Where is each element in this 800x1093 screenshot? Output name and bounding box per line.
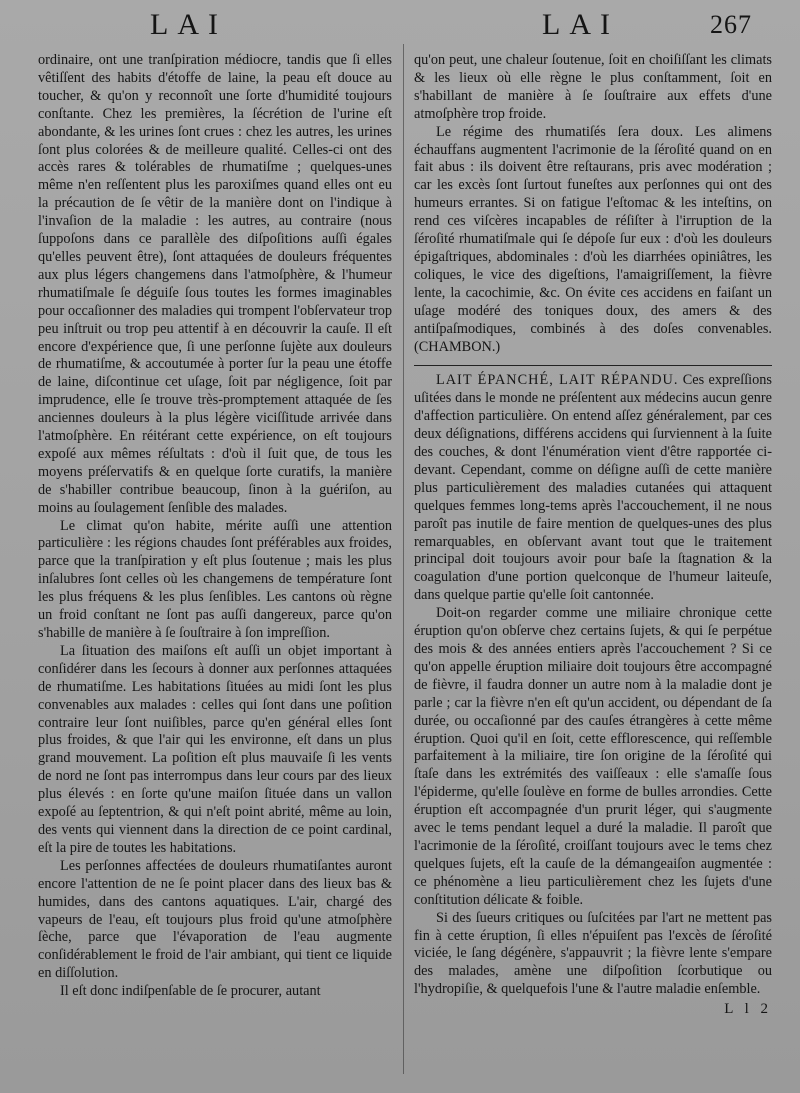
entry-title: LAIT ÉPANCHÉ, LAIT RÉPANDU. (436, 372, 679, 389)
running-head (0, 8, 800, 48)
running-head-right: LAI (542, 8, 619, 41)
paragraph: Le régime des rhumatiſés ſera doux. Les alimens échauffans augmentent l'acrimonie de la ſéroſité quand on en fait abus : ils doivent être reſtaurans, pris avec modération ; car les excès ſont ſurtout funeſtes aux perſonnes qui ont des humeurs errantes. Si on fatigue l'eſtomac & les inteſtins, on rend ces viſcères incapables de réſiſter à l'irruption de la ſéroſité rhumatiſmale qui ſe dépoſe ſur eux : d'où les douleurs épigaſtriques, abdominales : d'où les diarrhées opiniâtres, les coliques, le vice des digeſtions, l'amaigriſſement, la fièvre lente, la cacochimie, &c. On évite ces accidens en faiſant un uſage modéré des toniques doux, des amers & des antiſpaſmodiques, combinés à des doſes convenables. (CHAMBON.) (414, 123, 772, 355)
paragraph: Les perſonnes affectées de douleurs rhumatiſantes auront encore l'attention de ne ſe point placer dans des lieux bas & humides, dans des cantons aquatiques. L'air, chargé des vapeurs de l'eau, eſt toujours plus froid qu'une atmoſphère ſèche, parce que l'évaporation de l'eau augmente conſidérablement le froid de l'air ambiant, qui tient ce liquide en diſſolution. (38, 857, 392, 982)
section-rule (414, 365, 772, 366)
signature-mark: L l 2 (724, 1001, 772, 1018)
running-head-left: LAI (150, 8, 227, 41)
paragraph: Si des ſueurs critiques ou ſuſcitées par l'art ne mettent pas fin à cette éruption, ſi elles n'épuiſent pas l'excès de ſéroſité viciée, le ſang dégénère, s'appauvrit ; la fièvre lente s'empare des malades, amène une diſpoſition ſcorbutique ou l'hydropiſie, & quelquefois l'une & l'autre maladie enſemble. (414, 909, 772, 998)
entry-paragraph (414, 372, 772, 605)
column-divider (403, 44, 404, 1074)
paragraph: ordinaire, ont une tranſpiration médiocre, tandis que ſi elles vêtiſſent des habits d'étoffe de laine, la peau eſt douce au toucher, & qu'on y reconnoît une ſorte d'humidité toujours conſtante. Chez les premières, la ſécrétion de l'urine eſt abondante, & les urines ſont crues : chez les autres, les urines ſont plus colorées & de meilleure qualité. Celles-ci ont des accès rares & tolérables de rhumatiſme ; quelques-unes même n'en reſſentent plus les paroxiſmes quand elles ont eu la précaution de ſe vêtir de la manière dont on l'indique à l'invaſion de la maladie : les autres, au contraire (nous ſuppoſons dans ce parallèle des diſpoſitions auſſi égales qu'elles peuvent être), ſont attaquées de douleurs fréquentes aux plus légers changemens dans l'atmoſphère, & l'humeur rhumatiſmale ſe déguiſe ſous toutes les formes imaginables pour occaſionner des maladies qui trompent l'obſervateur trop peu inſtruit ou trop peu attentif à en découvrir la cauſe. Il eſt encore d'expérience que, ſi une perſonne ſujète aux douleurs de rhumatiſme, & accoutumée à porter ſur la peau une étoffe de laine, diſcontinue cet uſage, ſoit par négligence, ſoit par imprudence, elle ſe trouve très-promptement attaquée de ſes anciennes douleurs à la plus légère viciſſitude arrivée dans l'atmoſphère. En réitérant cette expérience, on eſt toujours expoſé aux mêmes réſultats : d'où il ſuit que, de tous les moyens préſervatifs & en quelque ſorte curatifs, la manière de s'habiller contribue beaucoup, ſinon à la guériſon, au moins au ſoulagement ſenſible des malades. (38, 52, 392, 516)
paragraph: Doit-on regarder comme une miliaire chronique cette éruption qu'on obſerve chez certains ſujets, & qui ſe perpétue des mois & des années entiers après l'accouchement ? Si ce qu'on appelle éruption miliaire doit toujours être accompagné de fièvre, il faudra donner un autre nom à la maladie dont je parle ; car la fièvre n'en eſt qu'un accident, ou dépendant de ſa durée, ou occaſionné par des cauſes étrangères à cette même éruption. Quoi qu'il en ſoit, cette efflorescence, qui reſſemble parfaitement à la miliaire, tire ſon origine de la ſéroſité qui ſtaſe dans les extrémités des vaiſſeaux : elle s'amaſſe ſous l'épiderme, qu'elle ſoulève en forme de bulles arrondies. Cette éruption eſt accompagnée d'un prurit léger, qui s'augmente avec le tems pendant lequel a duré la maladie. Il paroît que l'acrimonie de la ſéroſité, croiſſant toujours avec le tems chez quelques ſujets, eſt la cauſe de la démangeaiſon augmentée : ce phénomène a lieu particulièrement chez les ſujets d'une conſtitution délicate & foible. (414, 605, 772, 908)
left-column (38, 52, 392, 1001)
right-column (414, 52, 772, 1019)
paragraph: Le climat qu'on habite, mérite auſſi une attention particulière : les régions chaudes ſont préférables aux froides, parce que la tranſpiration y eſt plus ſoutenue ; mais les plus inſalubres ſont celles où les changemens de température ſont les plus fréquens & les plus ſenſibles. Les cantons où règne un froid conſtant ne ſont pas auſſi dangereux, parce qu'on s'habille de manière à ſe ſouſtraire à ſon impreſſion. (38, 517, 392, 641)
page-number: 267 (710, 10, 752, 39)
entry-text: Ces expreſſions uſitées dans le monde ne préſentent aux médecins aucun genre d'affection particulière. On entend aſſez généralement, par ces deux déſignations, différens accidens qui ſurviennent à la ſuite des couches, & dont l'énumération vient d'être rapportée ci-devant. Cependant, comme on déſigne auſſi de cette manière plus particulièrement des maladies cutanées qui attaquent quelques femmes long-tems après l'accouchement, il ne nous paroît pas inutile de faire mention de quelques-unes des plus remarquables, en obſervant avant tout que le traitement principal doit toujours avoir pour baſe la ſtagnation & la coagulation d'une portion quelconque de l'humeur laiteuſe, dans quelque partie qu'elle ſoit cantonnée. (414, 372, 772, 604)
paragraph: qu'on peut, une chaleur ſoutenue, ſoit en choiſiſſant les climats & les lieux où elle règne le plus conſtamment, ſoit en s'habillant de manière à ſe ſouſtraire aux effets d'une atmoſphère trop froide. (414, 52, 772, 122)
paragraph: Il eſt donc indiſpenſable de ſe procurer, autant (60, 983, 321, 1000)
paragraph: La ſituation des maiſons eſt auſſi un objet important à conſidérer dans les ſecours à donner aux perſonnes attaquées de rhumatiſme. Les habitations ſituées au midi ſont les plus convenables aux malades : celles qui ſont dans une poſition contraire leur ſont nuiſibles, parce qu'en général elles ſont plus froides, & que l'air qui les environne, eſt dans un plus grand mouvement. La poſition eſt plus mauvaiſe ſi les vents de nord ne ſont pas interrompus dans leur cours par des lieux plus élevés : en ſorte qu'une maiſon ſituée dans un vallon expoſé au ſeptentrion, & qui n'eſt point abrité, même au loin, des vents qui viennent dans la direction de ce point cardinal, eſt la pire de toutes les habitations. (38, 642, 392, 856)
